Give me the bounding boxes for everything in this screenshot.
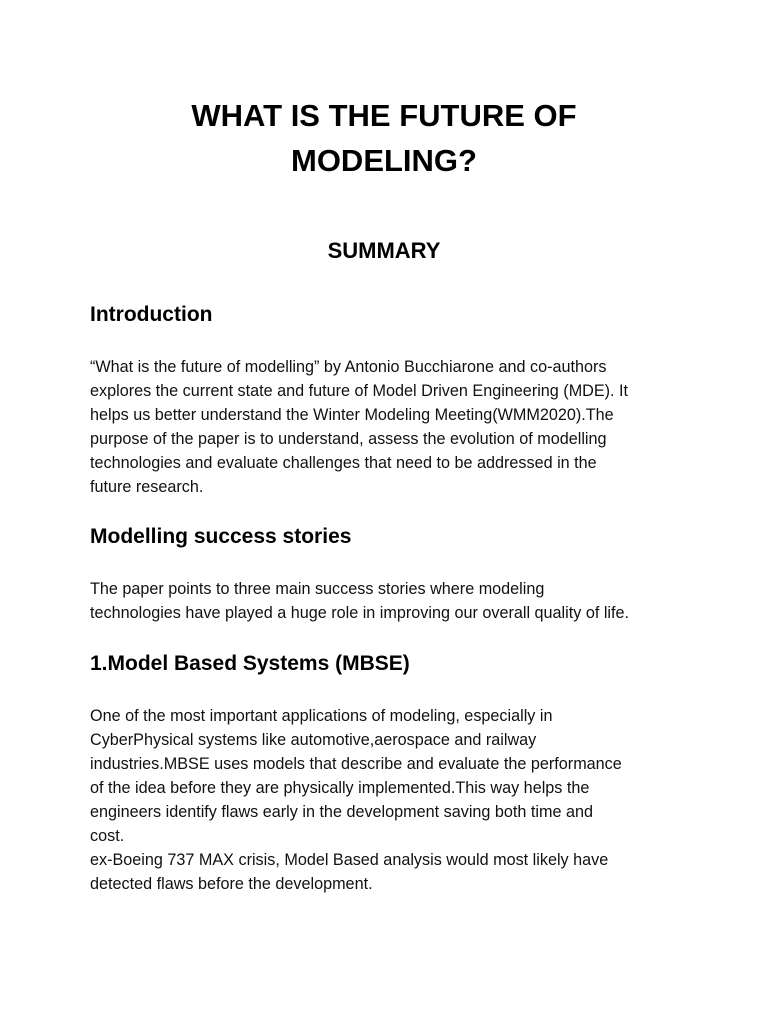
mbse-line: industries.MBSE uses models that describe and evaluate the performance [90, 755, 622, 773]
introduction-line: future research. [90, 478, 204, 496]
mbse-heading: 1.Model Based Systems (MBSE) [90, 652, 410, 675]
introduction-heading: Introduction [90, 303, 213, 326]
summary-heading: SUMMARY [327, 238, 441, 263]
introduction-line: technologies and evaluate challenges that need to be addressed in the [90, 454, 597, 472]
mbse-line: ex-Boeing 737 MAX crisis, Model Based analysis would most likely have [90, 851, 609, 869]
title-line-2: MODELING? [291, 143, 477, 178]
mbse-line: detected flaws before the development. [90, 875, 373, 893]
mbse-line: cost. [90, 827, 125, 845]
mbse-line: engineers identify flaws early in the development saving both time and [90, 803, 594, 821]
mbse-line: of the idea before they are physically implemented.This way helps the [90, 779, 590, 797]
introduction-line: explores the current state and future of Model Driven Engineering (MDE). It [90, 382, 629, 400]
success-stories-line: The paper points to three main success stories where modeling [90, 580, 545, 598]
introduction-line: purpose of the paper is to understand, assess the evolution of modelling [90, 430, 607, 448]
introduction-line: helps us better understand the Winter Modeling Meeting(WMM2020).The [90, 406, 614, 424]
success-stories-heading: Modelling success stories [90, 525, 352, 548]
mbse-paragraph [90, 704, 690, 896]
title-line-1: WHAT IS THE FUTURE OF [191, 98, 577, 133]
introduction-paragraph [90, 355, 690, 499]
success-stories-line: technologies have played a huge role in improving our overall quality of life. [90, 604, 630, 622]
document-title [90, 93, 678, 183]
mbse-line: CyberPhysical systems like automotive,aerospace and railway [90, 731, 537, 749]
success-stories-paragraph [90, 577, 690, 625]
introduction-line: “What is the future of modelling” by Antonio Bucchiarone and co-authors [90, 358, 607, 376]
mbse-line: One of the most important applications of modeling, especially in [90, 707, 553, 725]
